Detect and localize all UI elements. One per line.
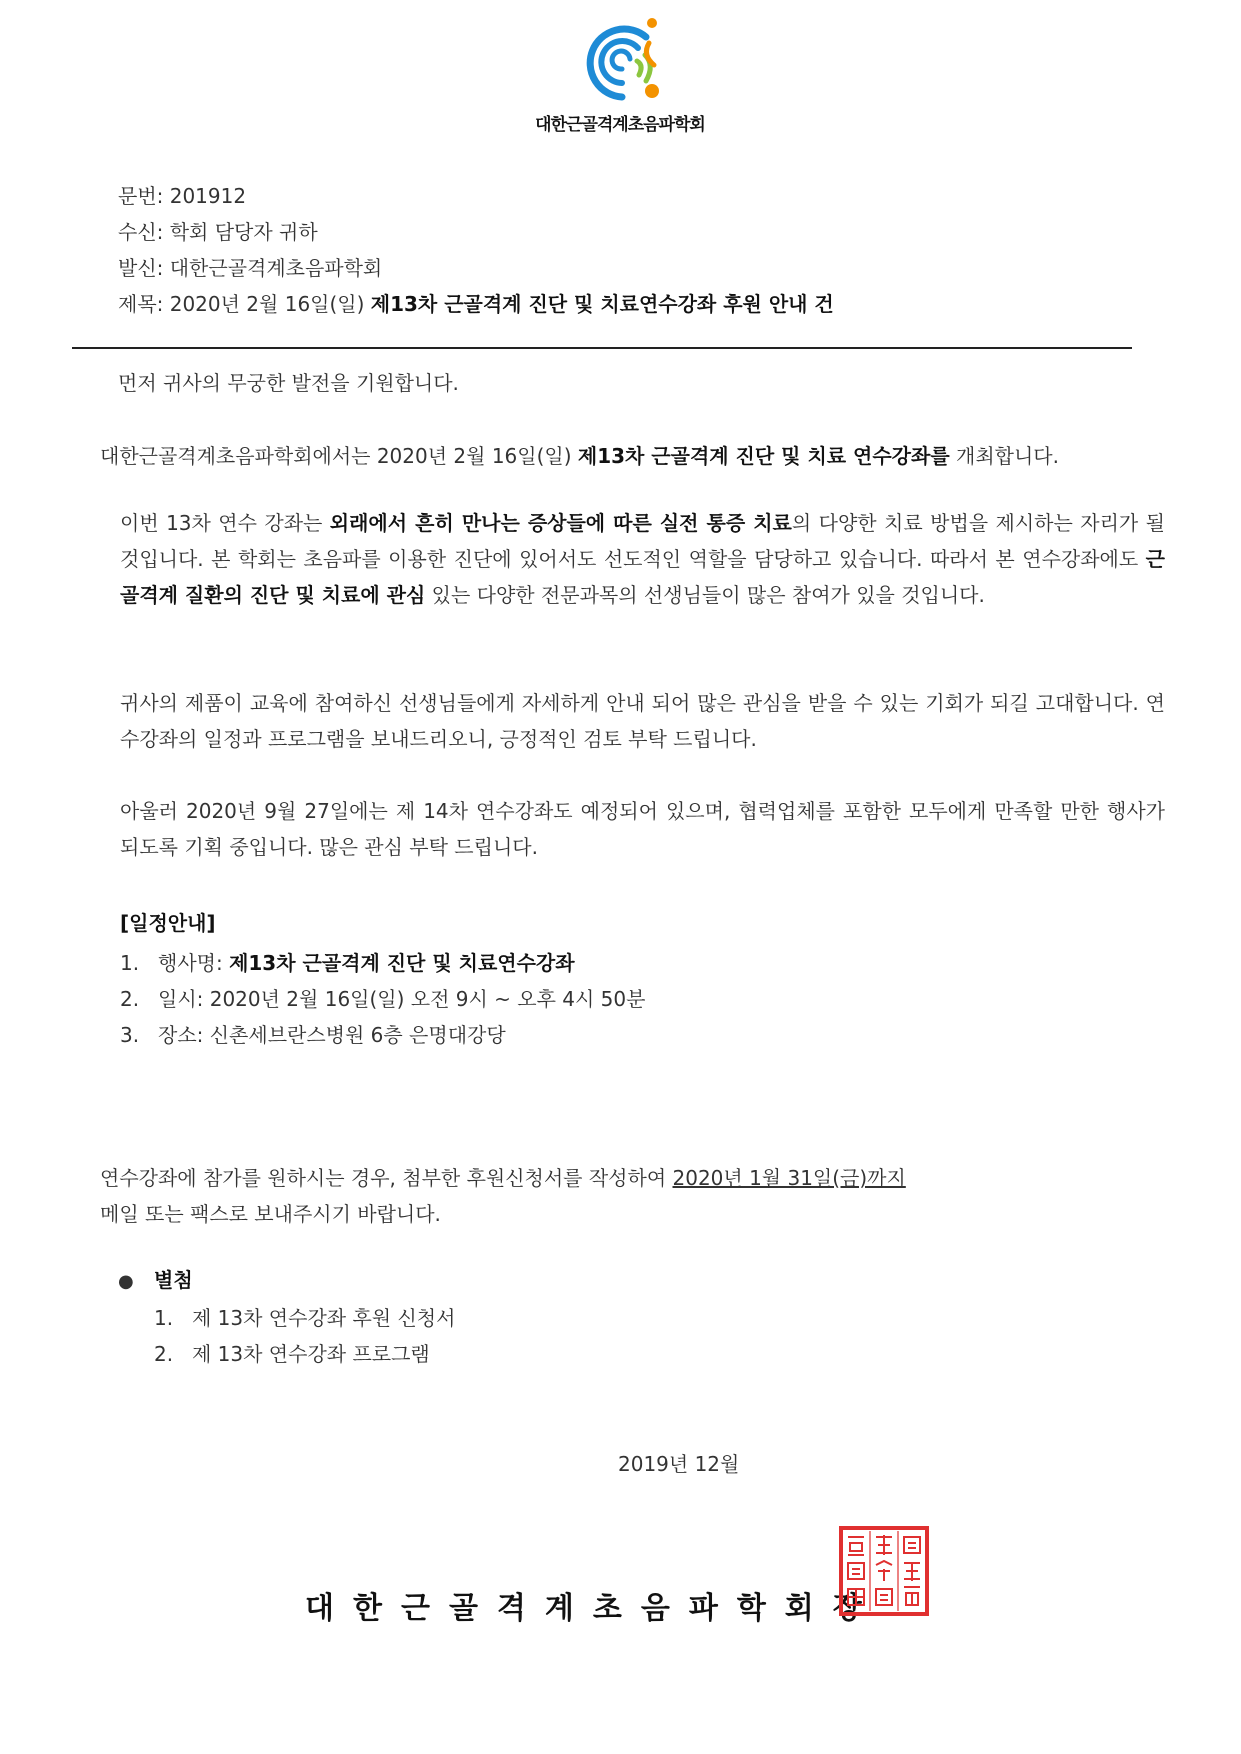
para1-bold-1: 외래에서 흔히 만나는 증상들에 따른 실전 통증 치료 <box>329 511 792 535</box>
recipient: 수신: 학회 담당자 귀하 <box>118 220 318 244</box>
attachment-text: 제 13차 연수강좌 프로그램 <box>192 1342 430 1366</box>
attachment-number: 1. <box>154 1306 174 1330</box>
attachment-number: 2. <box>154 1342 174 1366</box>
greeting: 먼저 귀사의 무궁한 발전을 기원합니다. <box>118 371 459 395</box>
official-seal-icon <box>838 1525 930 1617</box>
paragraph-request: 귀사의 제품이 교육에 참여하신 선생님들에게 자세하게 안내 되어 많은 관심을 받을 수 있는 기회가 되길 고대합니다. 연수강좌의 일정과 프로그램을 보내드리오니, 긍정적인 검토 부탁 드립니다. <box>120 691 1165 751</box>
schedule-item <box>120 945 645 981</box>
schedule-item-value: 제13차 근골격계 진단 및 치료연수강좌 <box>229 951 575 975</box>
attachment-text: 제 13차 연수강좌 후원 신청서 <box>192 1306 456 1330</box>
schedule-item-number: 3. <box>120 1023 140 1047</box>
intro-bold: 제13차 근골격계 진단 및 치료 연수강좌를 <box>577 444 950 468</box>
attachment-item <box>118 1336 455 1372</box>
schedule-item <box>120 981 645 1017</box>
schedule-item-label: 행사명: <box>158 951 230 975</box>
society-name-under-logo: 대한근골격계초음파학회 <box>535 115 705 135</box>
schedule-item-label: 일시: 2020년 2월 16일(일) 오전 9시 ~ 오후 4시 50분 <box>158 987 646 1011</box>
intro-suffix: 개최합니다. <box>949 444 1059 468</box>
para1-text-2: 의 다양한 치료 방법을 제시하는 자리가 될 것입니다. 본 학회는 초음파를 이용한 진단에 있어서도 선도적인 역할을 담당하고 있습니다. 따라서 본 연수강좌에도 <box>120 511 1165 571</box>
header-divider <box>72 347 1132 349</box>
attachments-title: 별첨 <box>154 1268 193 1292</box>
intro-line <box>100 440 1059 469</box>
closing-line-1 <box>100 1162 906 1191</box>
signature-line: 대한근골격계초음파학회장 <box>305 1591 881 1626</box>
attachments <box>118 1262 455 1372</box>
subject-prefix: 제목: 2020년 2월 16일(일) <box>118 292 371 316</box>
schedule-item-number: 2. <box>120 987 140 1011</box>
document-number: 문번: 201912 <box>118 184 247 208</box>
schedule-item-label: 장소: 신촌세브란스병원 6층 은명대강당 <box>158 1023 506 1047</box>
society-logo-icon <box>582 15 662 105</box>
letter-header <box>118 178 834 322</box>
closing-prefix: 연수강좌에 참가를 원하시는 경우, 첨부한 후원신청서를 작성하여 <box>100 1166 673 1190</box>
para1-bold-2: 근골격계 질환의 진단 및 치료에 관심 <box>120 547 1165 607</box>
bullet-icon: ● <box>118 1271 134 1292</box>
intro-prefix: 대한근골격계초음파학회에서는 2020년 2월 16일(일) <box>100 444 578 468</box>
schedule-item <box>120 1017 645 1053</box>
deadline-date: 2020년 1월 31일(금)까지 <box>672 1166 906 1190</box>
schedule-item-number: 1. <box>120 951 140 975</box>
schedule-list <box>120 945 645 1053</box>
paragraph-program <box>120 505 1165 613</box>
schedule-heading-text: [일정안내] <box>120 911 216 935</box>
subject-title: 제13차 근골격계 진단 및 치료연수강좌 후원 안내 건 <box>370 292 834 316</box>
schedule-heading <box>120 907 216 936</box>
attachment-item <box>118 1300 455 1336</box>
letter-date: 2019년 12월 <box>618 1452 740 1476</box>
closing-line-2: 메일 또는 팩스로 보내주시기 바랍니다. <box>100 1202 441 1226</box>
sender: 발신: 대한근골격계초음파학회 <box>118 256 383 280</box>
paragraph-next-course: 아울러 2020년 9월 27일에는 제 14차 연수강좌도 예정되어 있으며, 협력업체를 포함한 모두에게 만족할 만한 행사가 되도록 기획 중입니다. 많은 관심 부탁 드립니다. <box>120 799 1165 859</box>
para1-text-1: 이번 13차 연수 강좌는 <box>120 511 330 535</box>
attachments-heading <box>118 1262 455 1300</box>
para1-text-3: 있는 다양한 전문과목의 선생님들이 많은 참여가 있을 것입니다. <box>425 583 985 607</box>
subject <box>118 286 834 322</box>
